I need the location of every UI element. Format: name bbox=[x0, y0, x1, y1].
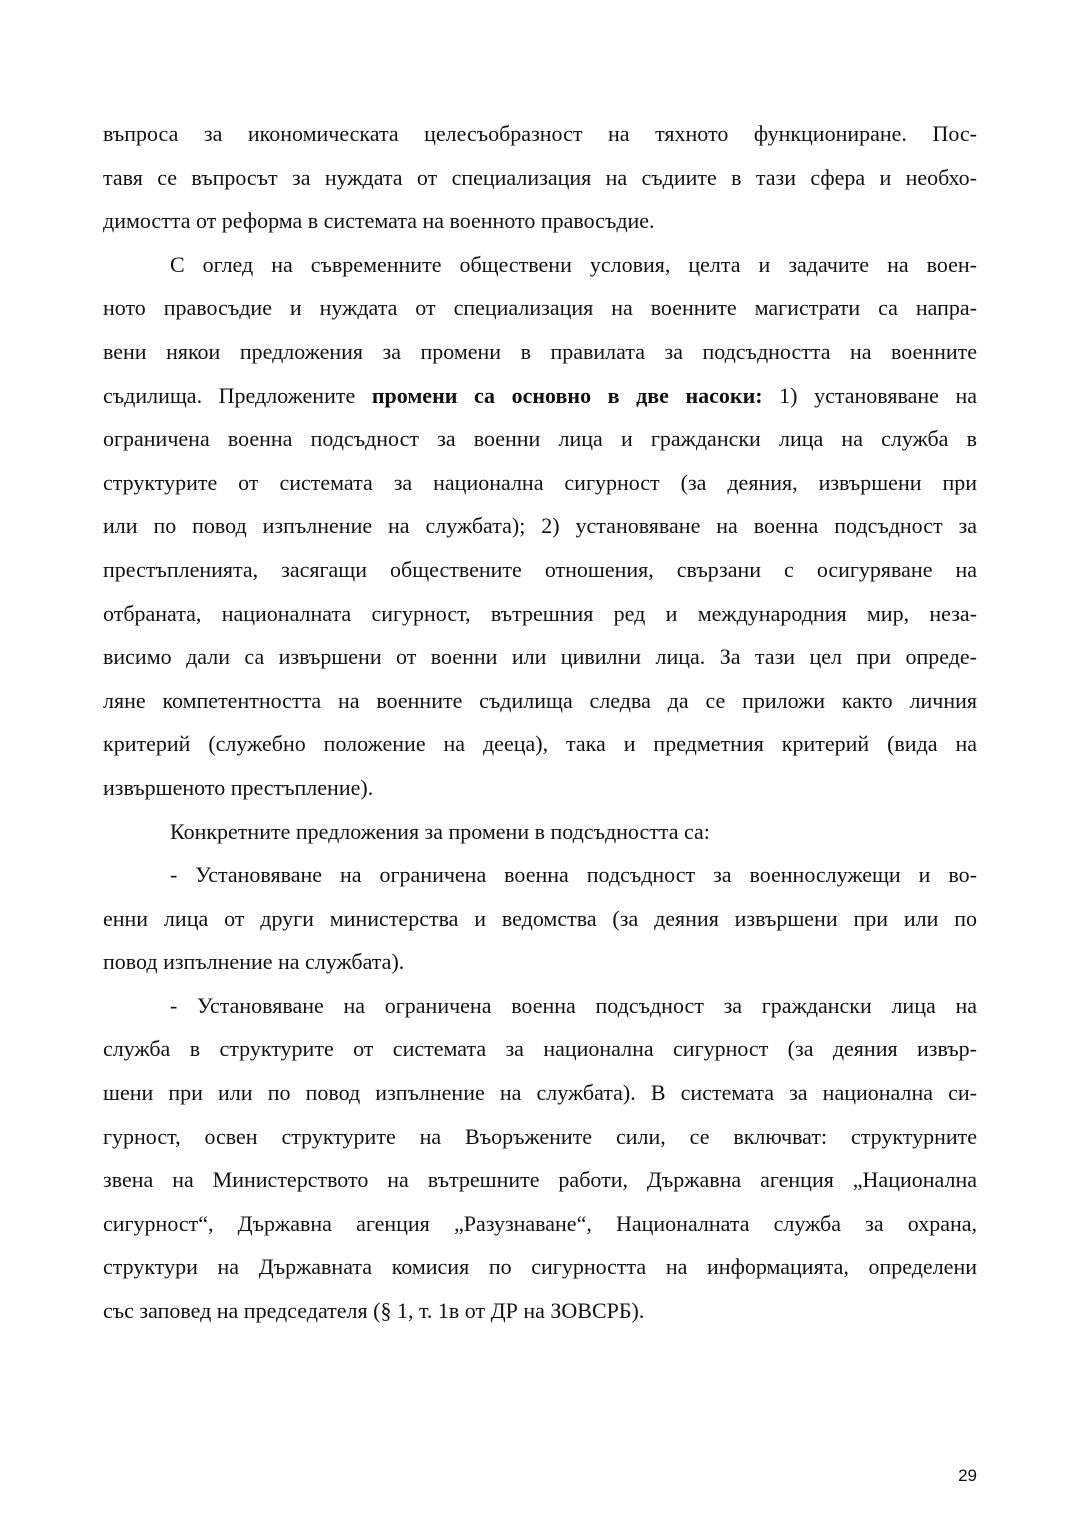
text-line: повод изпълнение на службата). bbox=[103, 949, 405, 975]
text-line: тавя се въпросът за нуждата от специализация на съдиите в тази сфера и необхо- bbox=[103, 164, 977, 190]
text-line: ното правосъдие и нуждата от специализация на военните магистрати са напра- bbox=[103, 295, 977, 321]
text-line: структури на Държавната комисия по сигурността на информацията, определени bbox=[103, 1254, 977, 1280]
text-line: висимо дали са извършени от военни или цивилни лица. За тази цел при опреде- bbox=[103, 644, 977, 670]
text-line: престъпленията, засягащи обществените отношения, свързани с осигуряване на bbox=[103, 556, 977, 582]
text-segment: съдилища. Предложените bbox=[103, 382, 372, 408]
text-line-with-emphasis bbox=[103, 374, 977, 418]
paragraph-3 bbox=[103, 810, 977, 854]
text-line: структурите от системата за национална сигурност (за деяния, извършени при bbox=[103, 469, 977, 495]
text-line: шени при или по повод изпълнение на службата). В системата за национална си- bbox=[103, 1080, 977, 1106]
text-line: ограничена военна подсъдност за военни лица и граждански лица на служба в bbox=[103, 426, 977, 452]
text-line: С оглед на съвременните обществени условия, целта и задачите на воен- bbox=[170, 251, 977, 277]
text-line: сигурност“, Държавна агенция „Разузнаване“, Националната служба за охрана, bbox=[103, 1210, 977, 1236]
body-text bbox=[103, 112, 977, 1333]
text-line: гурност, освен структурите на Въоръжените сили, се включват: структурните bbox=[103, 1123, 977, 1149]
text-line: критерий (служебно положение на дееца), така и предметния критерий (вида на bbox=[103, 731, 977, 757]
emphasis-text: промени са основно в две насоки: bbox=[371, 382, 763, 408]
paragraph-5 bbox=[103, 984, 977, 1333]
paragraph-2 bbox=[103, 243, 977, 810]
text-line: димостта от реформа в системата на военното правосъдие. bbox=[103, 208, 655, 234]
text-line: - Установяване на ограничена военна подсъдност за военнослужещи и во- bbox=[170, 862, 977, 888]
text-line: служба в структурите от системата за национална сигурност (за деяния извър- bbox=[103, 1036, 977, 1062]
text-line: вени някои предложения за промени в правилата за подсъдността на военните bbox=[103, 338, 977, 364]
paragraph-4 bbox=[103, 853, 977, 984]
text-line: ляне компетентността на военните съдилища следва да се приложи както личния bbox=[103, 687, 977, 713]
text-line: въпроса за икономическата целесъобразност на тяхното функциониране. Пос- bbox=[103, 121, 977, 146]
paragraph-1 bbox=[103, 112, 977, 243]
text-segment: 1) установяване на bbox=[762, 382, 978, 408]
text-line: - Установяване на ограничена военна подсъдност за граждански лица на bbox=[170, 992, 977, 1018]
text-line: извършеното престъпление). bbox=[103, 774, 374, 800]
text-line: енни лица от други министерства и ведомства (за деяния извършени при или по bbox=[103, 905, 977, 931]
text-line: със заповед на председателя (§ 1, т. 1в от ДР на ЗОВСРБ). bbox=[103, 1298, 645, 1324]
text-line: или по повод изпълнение на службата); 2) установяване на военна подсъдност за bbox=[103, 513, 977, 539]
page-number: 29 bbox=[958, 1466, 977, 1485]
text-line: звена на Министерството на вътрешните работи, Държавна агенция „Национална bbox=[103, 1167, 977, 1193]
text-line: отбраната, националната сигурност, вътрешния ред и международния мир, неза- bbox=[103, 600, 977, 626]
text-line: Конкретните предложения за промени в подсъдността са: bbox=[170, 818, 710, 844]
